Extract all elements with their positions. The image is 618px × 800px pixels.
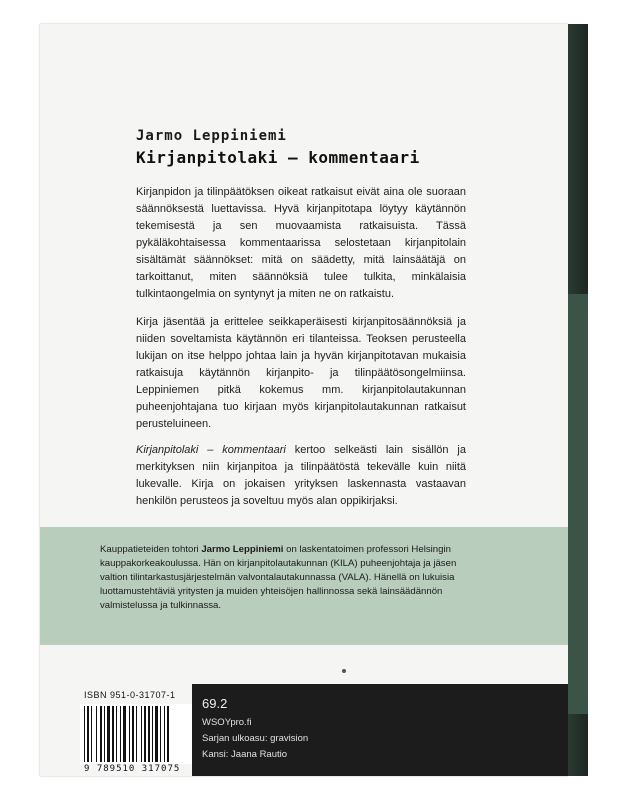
author-bio bbox=[100, 543, 460, 613]
barcode-bar bbox=[160, 706, 161, 762]
barcode-bar bbox=[155, 706, 158, 762]
barcode-bar bbox=[104, 706, 105, 762]
book-back-cover bbox=[40, 24, 588, 776]
barcode-bar bbox=[132, 706, 134, 762]
book-title: Kirjanpitolaki – kommentaari bbox=[136, 148, 420, 167]
spine-accent bbox=[568, 294, 588, 714]
barcode-bar bbox=[100, 706, 102, 762]
description-paragraph-3 bbox=[136, 442, 466, 510]
description-paragraph-2: Kirja jäsentää ja erittelee seikkaperäisesti kirjanpitosäännöksiä ja niiden soveltamista käytännön eri tilanteissa. Teoksen perusteella lukijan on itse helppo johtaa lain ja hyvän kirjanpitotavan mukaisia ratkaisuja käytännön kirjanpito- ja tilinpäätösongelmiinsa. Leppiniemen pitkä kokemus mm. kirjanpitolautakunnan puheenjohtajana tuo kirjaan myös kirjanpitolautakunnan ratkaisut perusteluineen. bbox=[136, 316, 466, 430]
barcode-bar bbox=[112, 706, 114, 762]
publisher-site: WSOYpro.fi bbox=[202, 717, 252, 728]
barcode bbox=[80, 704, 192, 764]
barcode-bar bbox=[152, 706, 153, 762]
series-design-credit: Sarjan ulkoasu: gravision bbox=[202, 733, 309, 744]
barcode-bar bbox=[167, 706, 169, 762]
barcode-bar bbox=[107, 706, 110, 762]
barcode-bar bbox=[129, 706, 130, 762]
barcode-number: 9 789510 317075 bbox=[84, 764, 181, 774]
author-name: Jarmo Leppiniemi bbox=[136, 128, 287, 144]
isbn-label: ISBN 951-0-31707-1 bbox=[84, 690, 176, 700]
barcode-bar bbox=[120, 706, 121, 762]
barcode-graphic bbox=[80, 704, 192, 764]
paragraph-3-italic-title: Kirjanpitolaki – kommentaari bbox=[136, 444, 286, 456]
cover-speck bbox=[342, 669, 346, 673]
bio-text: on laskentatoimen professori Helsingin kauppakorkeakoulussa. Hän on kirjanpitolautakunnan (KILA) puheenjohtaja ja jäsen valtion tilintarkastusjärjestelmän valvontalautakunnassa (VALA). Hänellä on lukuisia luottamustehtäviä yritysten ja muiden yhteisöjen hallinnossa sekä lainsäädännön valmistelussa ja tulkinnassa. bbox=[100, 544, 457, 611]
barcode-bar bbox=[96, 706, 97, 762]
barcode-bar bbox=[136, 706, 137, 762]
barcode-bar bbox=[84, 706, 85, 762]
barcode-bar bbox=[148, 706, 150, 762]
description-paragraph-1: Kirjanpidon ja tilinpäätöksen oikeat ratkaisut eivät aina ole suoraan säännöksestä luettavissa. Hyvä kirjanpitotapa löytyy käytännön tekemisestä ja sen muovaamista ratkaisuista. Tässä pykäläkohtaisessa kommentaarissa selostetaan kirjanpitolain sisältämät säännökset: mitä on säädetty, mitä lainsäätäjä on tarkoittanut, miten säännöksiä tulee tulkita, minkälaisia tulkintaongelmia on syntynyt ja miten ne on ratkaistu. bbox=[136, 186, 466, 300]
barcode-bar bbox=[116, 706, 117, 762]
cover-credit: Kansi: Jaana Rautio bbox=[202, 749, 288, 760]
barcode-bar bbox=[123, 706, 126, 762]
barcode-bar bbox=[164, 706, 165, 762]
classification-number: 69.2 bbox=[202, 696, 228, 711]
publisher-band bbox=[192, 684, 568, 776]
bio-prefix: Kauppatieteiden tohtori bbox=[100, 544, 202, 555]
barcode-bar bbox=[141, 706, 142, 762]
barcode-bar bbox=[91, 706, 92, 762]
paragraph-3-text: kertoo selkeästi lain sisällön ja merkityksen niin kirjanpitoa ja tilinpäätöstä tekevälle kuin niitä lukevalle. Kirja on jokaisen yrityksen laskennasta vastaavan henkilön perusteos ja soveltuu myös alan oppikirjaksi. bbox=[136, 444, 466, 507]
barcode-bar bbox=[87, 706, 89, 762]
barcode-bar bbox=[144, 706, 146, 762]
bio-author-name: Jarmo Leppiniemi bbox=[201, 544, 284, 555]
